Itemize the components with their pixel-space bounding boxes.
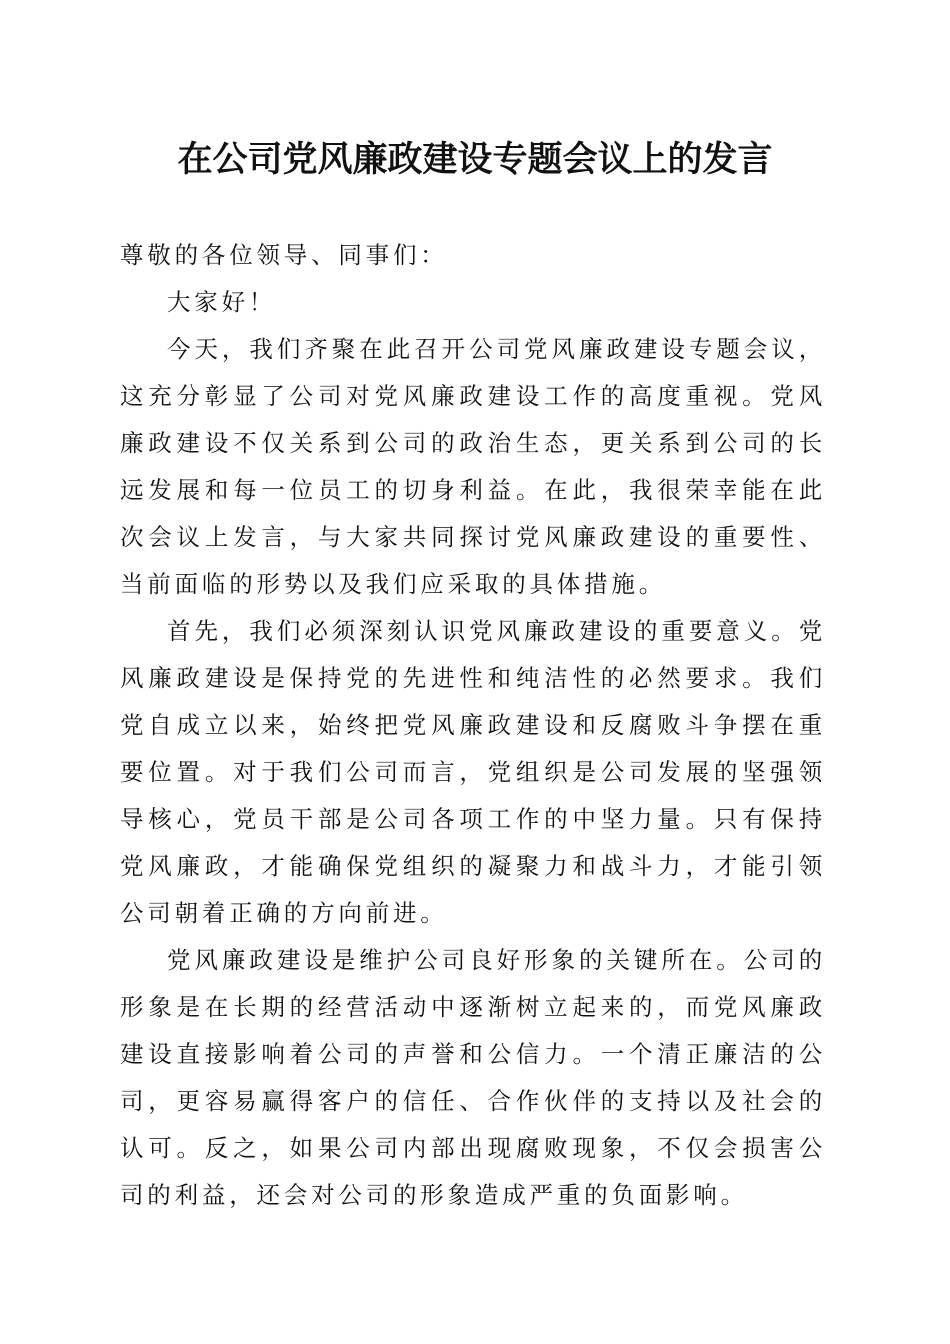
document-title: 在公司党风廉政建设专题会议上的发言 <box>177 139 773 180</box>
greeting: 大家好！ <box>167 288 277 316</box>
salutation: 尊敬的各位领导、同事们： <box>120 241 448 269</box>
document-body <box>120 232 826 1219</box>
paragraph: 首先，我们必须深刻认识党风廉政建设的重要意义。党风廉政建设是保持党的先进性和纯洁性的必然要求。我们党自成立以来，始终把党风廉政建设和反腐败斗争摆在重要位置。对于我们公司而言，党组织是公司发展的坚强领导核心，党员干部是公司各项工作的中坚力量。只有保持党风廉政，才能确保党组织的凝聚力和战斗力，才能引领公司朝着正确的方向前进。 <box>120 617 826 927</box>
paragraph: 今天，我们齐聚在此召开公司党风廉政建设专题会议，这充分彰显了公司对党风廉政建设工作的高度重视。党风廉政建设不仅关系到公司的政治生态，更关系到公司的长远发展和每一位员工的切身利益。在此，我很荣幸能在此次会议上发言，与大家共同探讨党风廉政建设的重要性、当前面临的形势以及我们应采取的具体措施。 <box>120 335 826 598</box>
paragraph: 党风廉政建设是维护公司良好形象的关键所在。公司的形象是在长期的经营活动中逐渐树立起来的，而党风廉政建设直接影响着公司的声誉和公信力。一个清正廉洁的公司，更容易赢得客户的信任、合作伙伴的支持以及社会的认可。反之，如果公司内部出现腐败现象，不仅会损害公司的利益，还会对公司的形象造成严重的负面影响。 <box>120 946 826 1209</box>
